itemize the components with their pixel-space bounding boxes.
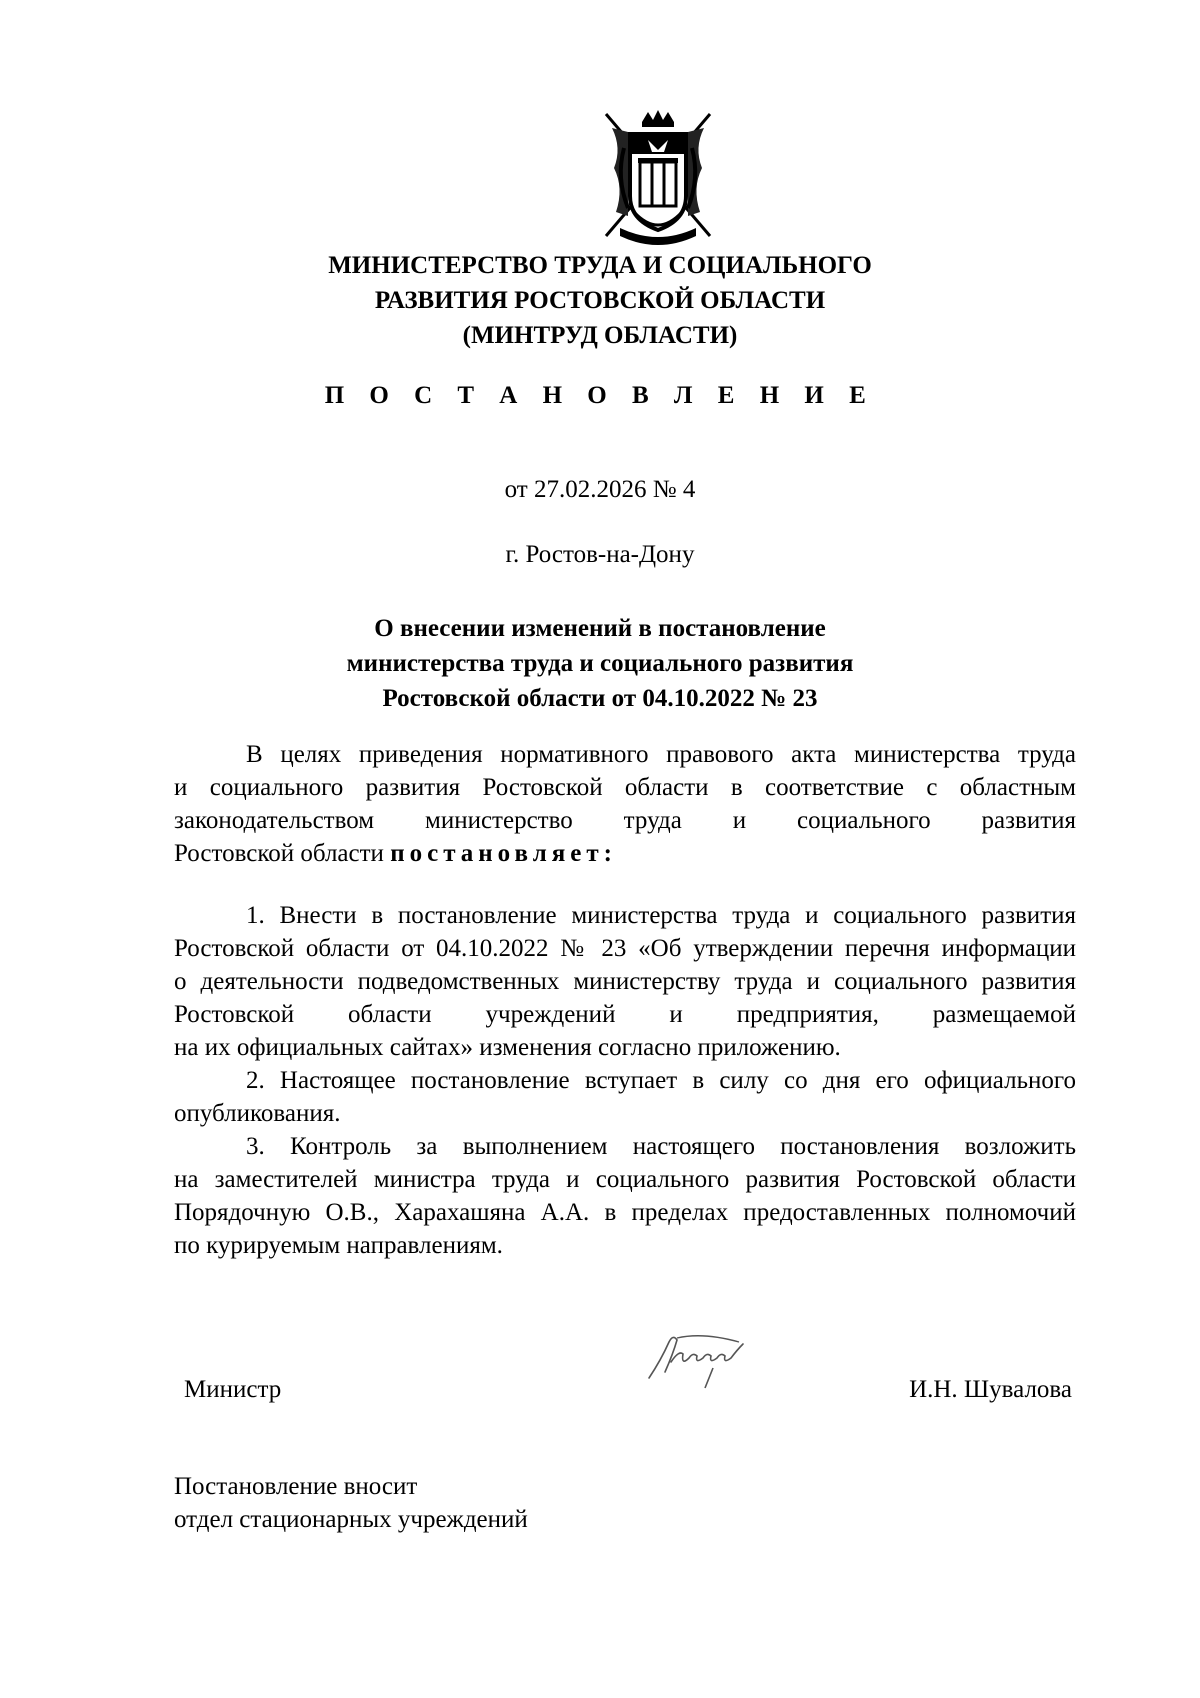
organization-line: (МИНТРУД ОБЛАСТИ) [462,322,738,349]
item-2-line: 2. Настоящее постановление вступает в силу со дня его официального [246,1067,1076,1094]
preamble-line: В целях приведения нормативного правового акта министерства труда [246,741,1076,768]
item-3-line: на заместителей министра труда и социального развития Ростовской области [174,1166,1076,1193]
preamble-region: Ростовской области [174,840,384,867]
handwritten-signature-icon [643,1332,753,1390]
item-1-line: Ростовской области учреждений и предприятия, размещаемой [174,1001,1076,1028]
item-3-line: по курируемым направлениям. [174,1232,503,1259]
item-3-line: Порядочную О.В., Харахашяна А.А. в пределах предоставленных полномочий [174,1199,1076,1226]
document-footer [174,1470,528,1536]
coat-of-arms-icon [598,108,718,246]
footer-line: Постановление вносит [174,1473,418,1500]
subject-line: министерства труда и социального развития [346,650,854,677]
item-1-line: о деятельности подведомственных министерству труда и социального развития [174,968,1076,995]
footer-line: отдел стационарных учреждений [174,1506,528,1533]
item-3-line: 3. Контроль за выполнением настоящего постановления возложить [246,1133,1076,1160]
preamble-paragraph [174,738,1076,870]
item-2-line: опубликования. [174,1100,341,1127]
resolves-word: постановляет: [390,840,617,867]
document-subject [200,611,1000,716]
organization-line: РАЗВИТИЯ РОСТОВСКОЙ ОБЛАСТИ [374,287,826,314]
resolution-items [174,899,1076,1262]
item-1-line: 1. Внести в постановление министерства труда и социального развития [246,902,1076,929]
subject-line: Ростовской области от 04.10.2022 № 23 [382,685,818,712]
item-1-line: Ростовской области от 04.10.2022 № 23 «Об утверждении перечня информации [174,935,1076,962]
preamble-line-last [174,837,1076,870]
item-1-line: на их официальных сайтах» изменения согласно приложению. [174,1034,841,1061]
document-city: г. Ростов-на-Дону [505,541,695,568]
document-type: П О С Т А Н О В Л Е Н И Е [324,382,876,409]
organization-name [200,248,1000,353]
document-date-number: от 27.02.2026 № 4 [504,476,696,503]
preamble-line: законодательством министерство труда и социального развития [174,807,1076,834]
preamble-line: и социального развития Ростовской области в соответствие с областным [174,774,1076,801]
subject-line: О внесении изменений в постановление [374,615,826,642]
signatory-title: Министр [184,1376,282,1403]
organization-line: МИНИСТЕРСТВО ТРУДА И СОЦИАЛЬНОГО [328,252,872,279]
signatory-name: И.Н. Шувалова [909,1376,1072,1403]
